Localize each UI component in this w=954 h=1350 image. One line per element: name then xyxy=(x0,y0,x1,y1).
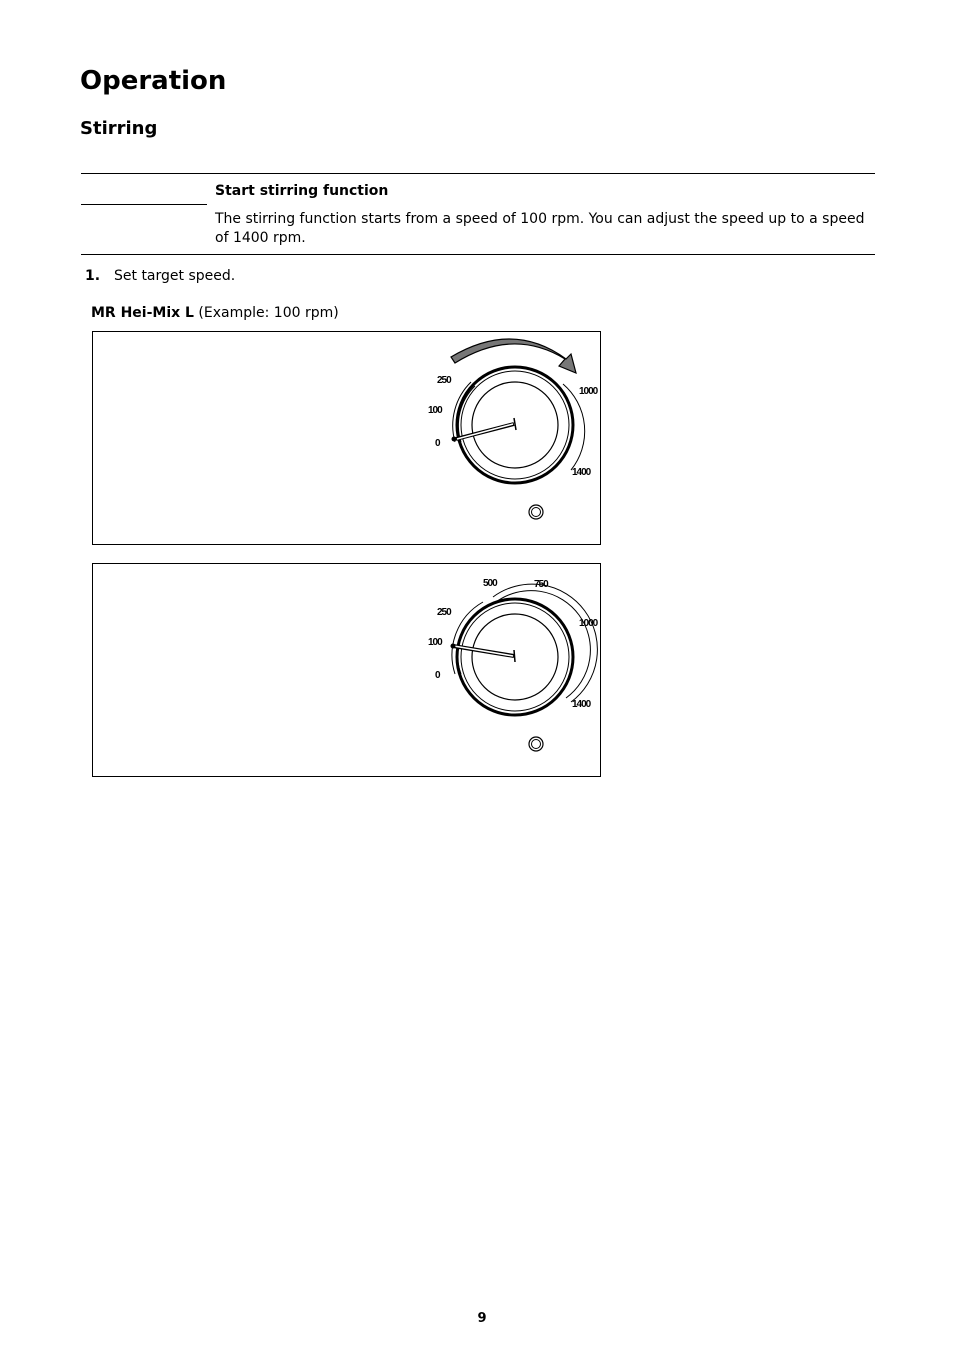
dial-label-1000: 1000 xyxy=(579,386,598,397)
dial-label-100: 100 xyxy=(428,637,442,648)
caption-model: MR Hei-Mix L xyxy=(91,305,194,321)
dial-label-250: 250 xyxy=(437,607,451,618)
note-body: The stirring function starts from a speed of 100 rpm. You can adjust the speed up to a speed of 1400 rpm. xyxy=(215,211,865,246)
figure-caption xyxy=(91,305,339,321)
section-heading: Stirring xyxy=(80,118,158,139)
dial-label-1400: 1400 xyxy=(572,467,591,478)
dial-panel-2 xyxy=(92,563,601,777)
dial-illustration-2 xyxy=(93,564,602,778)
page-title: Operation xyxy=(80,66,227,96)
note-title: Start stirring function xyxy=(215,183,389,199)
dial-panel-1 xyxy=(92,331,601,545)
dial-label-1000: 1000 xyxy=(579,618,598,629)
note-top-rule xyxy=(81,173,875,174)
note-label-rule xyxy=(81,204,207,205)
page-number: 9 xyxy=(477,1311,487,1326)
dial-label-0: 0 xyxy=(435,438,440,449)
dial-label-1400: 1400 xyxy=(572,699,591,710)
dial-label-0: 0 xyxy=(435,670,440,681)
dial-label-500: 500 xyxy=(483,578,497,589)
dial-label-250: 250 xyxy=(437,375,451,386)
dial-illustration-1 xyxy=(93,332,602,546)
dial-label-100: 100 xyxy=(428,405,442,416)
caption-example: (Example: 100 rpm) xyxy=(198,305,339,321)
dial-label-750: 750 xyxy=(534,579,548,590)
step-number: 1. xyxy=(85,268,101,284)
step-text: Set target speed. xyxy=(114,268,236,284)
note-bottom-rule xyxy=(81,254,875,255)
